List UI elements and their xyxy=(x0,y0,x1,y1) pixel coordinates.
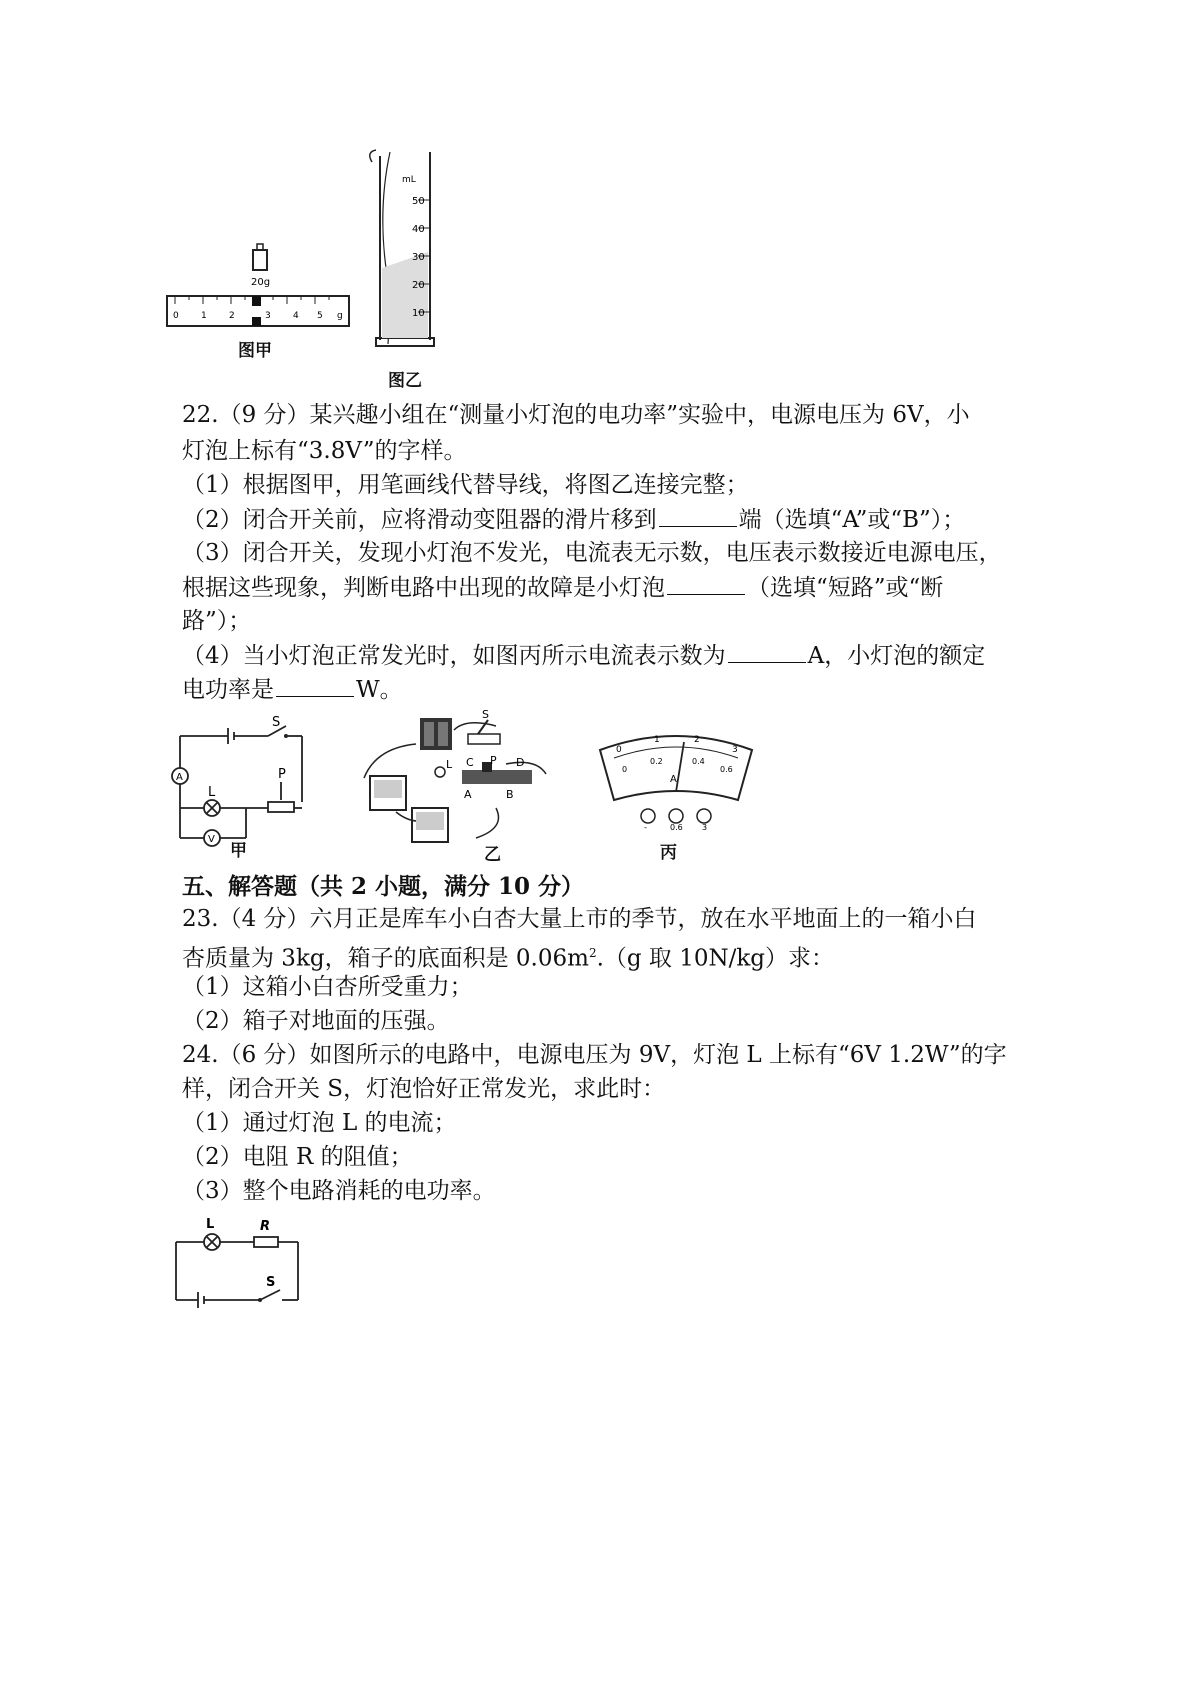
q22-part4-text-b: A，小灯泡的额定 xyxy=(807,643,986,669)
q22-part4-text-d: W。 xyxy=(356,677,403,703)
meter-top-tick: 3 xyxy=(732,745,738,755)
label-c: C xyxy=(466,756,474,769)
ruler-tick: 0 xyxy=(173,311,179,321)
q22-line1: 22.（9 分）某兴趣小组在“测量小灯泡的电功率”实验中，电源电压为 6V，小 xyxy=(182,402,970,428)
meter-top-tick: 1 xyxy=(654,735,660,745)
ruler-tick: 5 xyxy=(317,311,323,321)
q22-part2 xyxy=(182,504,965,535)
q24-line1: 24.（6 分）如图所示的电路中，电源电压为 9V，灯泡 L 上标有“6V 1.2W”的字 xyxy=(182,1042,1007,1068)
cylinder-tick: 30 xyxy=(412,252,425,263)
figure-circuit-bottom xyxy=(168,1212,308,1312)
q22-part3-line1: （3）闭合开关，发现小灯泡不发光，电流表无示数，电压表示数接近电源电压， xyxy=(182,540,1002,566)
q22-part4-text-c: 电功率是 xyxy=(182,677,274,703)
q23-line2-text-b: .（g 取 10N/kg）求： xyxy=(596,945,835,972)
ruler-caption: 图甲 xyxy=(238,341,272,361)
meter-bottom-tick: 0 xyxy=(622,765,628,774)
weight-label: 20g xyxy=(251,277,271,288)
bing-caption: 丙 xyxy=(660,843,677,863)
label-a: A xyxy=(464,788,472,801)
label-v: V xyxy=(208,834,215,845)
answer-blank[interactable] xyxy=(276,674,354,697)
label-s: S xyxy=(482,708,489,721)
meter-bottom-tick: 0.2 xyxy=(650,757,663,766)
meter-terminal: 0.6 xyxy=(670,823,683,830)
cylinder-unit: mL xyxy=(402,175,416,185)
meter-top-tick: 2 xyxy=(694,735,700,745)
q22-line2: 灯泡上标有“3.8V”的字样。 xyxy=(182,438,467,464)
q23-line2 xyxy=(182,938,834,974)
meter-terminal: - xyxy=(644,823,647,830)
answer-blank[interactable] xyxy=(728,640,806,663)
q22-part3-text-b: 根据这些现象，判断电路中出现的故障是小灯泡 xyxy=(182,575,665,601)
meter-terminal: 3 xyxy=(702,823,708,830)
answer-blank[interactable] xyxy=(667,572,745,595)
ruler-tick: 2 xyxy=(229,311,235,321)
q22-part4-line1 xyxy=(182,640,985,671)
q22-part3-line3: 路”）； xyxy=(182,608,252,634)
ruler-tick: 3 xyxy=(265,311,271,321)
meter-unit: A xyxy=(670,774,677,785)
cylinder-tick: 40 xyxy=(412,224,425,235)
figure-cylinder xyxy=(360,148,440,358)
q22-part3-line2 xyxy=(182,572,943,603)
figure-wiring-yi xyxy=(356,708,556,866)
cylinder-caption: 图乙 xyxy=(388,371,422,391)
label-s: S xyxy=(272,715,281,730)
label-p: P xyxy=(490,754,497,767)
q22-part3-text-c: （选填“短路”或“断 xyxy=(747,575,944,601)
jia-caption: 甲 xyxy=(230,841,247,861)
q23-line2-text-a: 杏质量为 3kg，箱子的底面积是 0.06m xyxy=(182,945,589,972)
figure-ammeter-bing xyxy=(592,730,760,830)
label-r: R xyxy=(260,1219,271,1234)
label-s: S xyxy=(266,1275,276,1290)
label-b: B xyxy=(506,788,514,801)
q23-superscript: 2 xyxy=(588,946,597,960)
q23-line1: 23.（4 分）六月正是库车小白杏大量上市的季节，放在水平地面上的一箱小白 xyxy=(182,906,977,932)
cylinder-tick: 50 xyxy=(412,196,425,207)
label-p: P xyxy=(278,767,286,782)
q24-part1: （1）通过灯泡 L 的电流； xyxy=(182,1110,457,1136)
label-d: D xyxy=(516,756,525,769)
q22-part4-text-a: （4）当小灯泡正常发光时，如图丙所示电流表示数为 xyxy=(182,643,726,669)
q24-part2: （2）电阻 R 的阻值； xyxy=(182,1144,413,1170)
ruler-tick: g xyxy=(337,311,343,321)
q24-line2: 样，闭合开关 S，灯泡恰好正常发光，求此时： xyxy=(182,1076,666,1102)
cylinder-tick: 10 xyxy=(412,308,425,319)
ruler-tick: 4 xyxy=(293,311,299,321)
label-a: A xyxy=(176,772,183,783)
q22-part2-text-b: 端（选填“A”或“B”）； xyxy=(738,507,966,533)
label-l: L xyxy=(446,758,453,771)
meter-bottom-tick: 0.4 xyxy=(692,757,705,766)
answer-blank[interactable] xyxy=(659,504,737,527)
label-l: L xyxy=(206,1217,215,1232)
q23-part1: （1）这箱小白杏所受重力； xyxy=(182,974,473,1000)
label-l: L xyxy=(208,785,216,800)
q22-part1: （1）根据图甲，用笔画线代替导线，将图乙连接完整； xyxy=(182,472,749,498)
ruler-tick: 1 xyxy=(201,311,207,321)
q22-part4-line2 xyxy=(182,674,403,705)
meter-bottom-tick: 0.6 xyxy=(720,765,733,774)
q22-part2-text-a: （2）闭合开关前，应将滑动变阻器的滑片移到 xyxy=(182,507,657,533)
q24-part3: （3）整个电路消耗的电功率。 xyxy=(182,1178,496,1204)
section-title: 五、解答题（共 2 小题，满分 10 分） xyxy=(182,873,585,900)
yi-caption: 乙 xyxy=(484,845,501,865)
q23-part2: （2）箱子对地面的压强。 xyxy=(182,1008,450,1034)
cylinder-tick: 20 xyxy=(412,280,425,291)
meter-top-tick: 0 xyxy=(616,745,622,755)
